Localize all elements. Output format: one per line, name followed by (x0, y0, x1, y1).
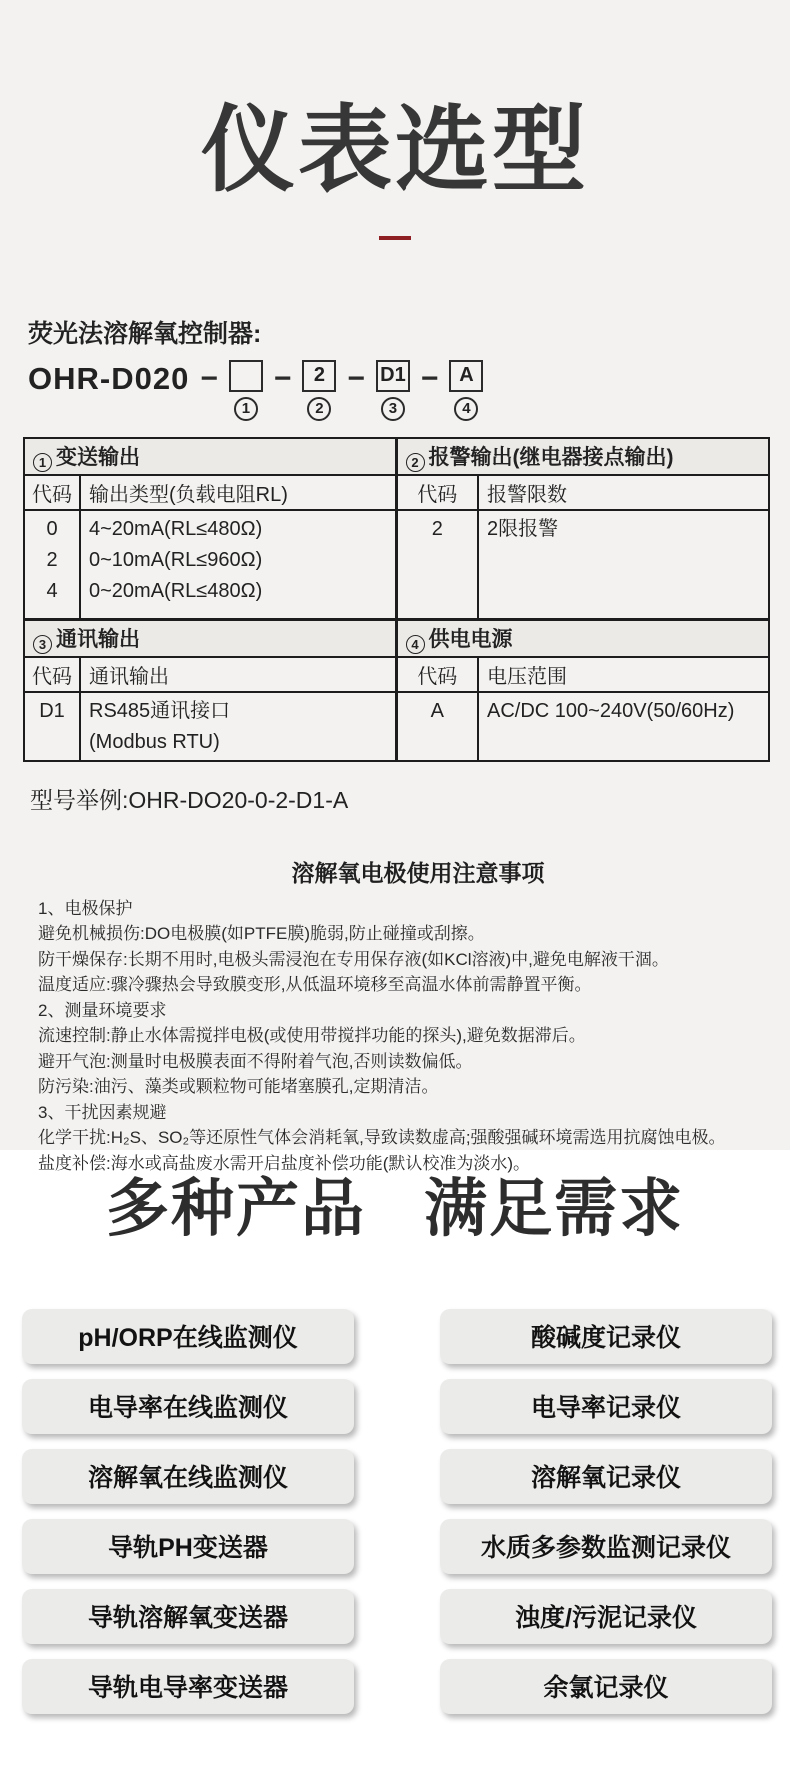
value-cell: AC/DC 100~240V(50/60Hz) (478, 692, 769, 761)
product-subtitle: 荧光法溶解氧控制器: (28, 319, 262, 348)
section-title: 变送输出 (56, 445, 140, 469)
table-section-header-2 (396, 438, 769, 475)
model-dash: − (273, 361, 292, 395)
section-title: 报警输出(继电器接点输出) (428, 445, 674, 469)
product-button-do-monitor[interactable]: 溶解氧在线监测仪 (22, 1449, 354, 1504)
slot-number-badge: 3 (381, 397, 405, 421)
model-slot-box: 2 (302, 360, 336, 392)
product-button-rail-ph-transmitter[interactable]: 导轨PH变送器 (22, 1519, 354, 1574)
code-header-cell: 代码 (396, 657, 478, 692)
note-line: 避开气泡:测量时电极膜表面不得附着气泡,否则读数偏低。 (38, 1051, 473, 1071)
value-cell: 4~20mA(RL≤480Ω) 0~10mA(RL≤960Ω) 0~20mA(RL≤480Ω) (80, 510, 396, 620)
product-button-rail-do-transmitter[interactable]: 导轨溶解氧变送器 (22, 1589, 354, 1644)
model-dash: − (347, 361, 365, 395)
product-button-ph-orp-monitor[interactable]: pH/ORP在线监测仪 (22, 1309, 354, 1364)
model-example: 型号举例:OHR-DO20-0-2-D1-A (30, 786, 349, 813)
products-grid (0, 1309, 790, 1714)
model-slot-4 (449, 360, 483, 421)
code-cell: 2 (396, 510, 478, 620)
note-line: 2、测量环境要求 (38, 1000, 167, 1020)
model-prefix: OHR-D020 (28, 360, 190, 396)
note-line: 避免机械损伤:DO电极膜(如PTFE膜)脆弱,防止碰撞或刮擦。 (38, 924, 485, 944)
value-header-cell: 通讯输出 (80, 657, 396, 692)
value-header-cell: 输出类型(负载电阻RL) (80, 475, 396, 510)
code-header-cell: 代码 (24, 475, 80, 510)
note-line: 防干燥保存:长期不用时,电极头需浸泡在专用保存液(如KCl溶液)中,避免电解液干涸。 (38, 949, 669, 969)
product-button-acidity-recorder[interactable]: 酸碱度记录仪 (440, 1309, 772, 1364)
product-button-multiparam-recorder[interactable]: 水质多参数监测记录仪 (440, 1519, 772, 1574)
model-slot-box: A (449, 360, 483, 392)
model-slot-1 (229, 360, 263, 421)
notes-title: 溶解氧电极使用注意事项 (291, 859, 545, 886)
product-button-do-recorder[interactable]: 溶解氧记录仪 (440, 1449, 772, 1504)
value-cell: 2限报警 (478, 510, 769, 620)
model-dash: − (200, 361, 218, 395)
products-heading-right: 满足需求 (424, 1174, 684, 1244)
selection-table (23, 437, 770, 762)
code-cell: A (396, 692, 478, 761)
code-header-cell: 代码 (24, 657, 80, 692)
table-section-header-3 (24, 619, 396, 657)
model-slot-box: D1 (376, 360, 410, 392)
code-header-cell: 代码 (396, 475, 478, 510)
value-header-cell: 电压范围 (478, 657, 769, 692)
note-line: 温度适应:骤冷骤热会导致膜变形,从低温环境移至高温水体前需静置平衡。 (38, 975, 592, 995)
section-number-icon: 1 (33, 453, 52, 472)
slot-number-badge: 2 (307, 397, 331, 421)
value-cell: RS485通讯接口 (Modbus RTU) (80, 692, 396, 761)
section-title: 供电电源 (428, 627, 513, 651)
product-button-turbidity-recorder[interactable]: 浊度/污泥记录仪 (440, 1589, 772, 1644)
model-slot-box (229, 360, 263, 392)
note-line: 盐度补偿:海水或高盐废水需开启盐度补偿功能(默认校准为淡水)。 (38, 1153, 531, 1173)
slot-number-badge: 1 (234, 397, 258, 421)
value-header-cell: 报警限数 (478, 475, 769, 510)
model-code-line (28, 360, 790, 421)
product-button-conductivity-recorder[interactable]: 电导率记录仪 (440, 1379, 772, 1434)
code-cell: 0 2 4 (24, 510, 80, 620)
products-heading (0, 1174, 790, 1245)
note-line: 化学干扰:H₂S、SO₂等还原性气体会消耗氧,导致读数虚高;强酸强碱环境需选用抗腐蚀电极。 (38, 1128, 726, 1148)
notes-body (38, 896, 770, 1177)
model-slot-2 (302, 360, 336, 421)
note-line: 流速控制:静止水体需搅拌电极(或使用带搅拌功能的探头),避免数据滞后。 (38, 1026, 586, 1046)
note-line: 防污染:油污、藻类或颗粒物可能堵塞膜孔,定期清洁。 (38, 1077, 439, 1097)
accent-underline (379, 236, 411, 240)
note-line: 3、干扰因素规避 (38, 1102, 167, 1122)
section-number-icon: 2 (406, 453, 425, 472)
product-button-rail-conductivity-transmitter[interactable]: 导轨电导率变送器 (22, 1659, 354, 1714)
model-dash: − (420, 361, 439, 395)
page-title: 仪表选型 (200, 97, 589, 202)
note-line: 1、电极保护 (38, 898, 133, 918)
slot-number-badge: 4 (454, 397, 478, 421)
section-number-icon: 3 (33, 635, 52, 654)
code-cell: D1 (24, 692, 80, 761)
table-section-header-4 (396, 619, 769, 657)
product-button-chlorine-recorder[interactable]: 余氯记录仪 (440, 1659, 772, 1714)
product-button-conductivity-monitor[interactable]: 电导率在线监测仪 (22, 1379, 354, 1434)
products-section (0, 1150, 790, 1771)
table-section-header-1 (24, 438, 396, 475)
products-heading-left: 多种产品 (106, 1174, 366, 1244)
section-title: 通讯输出 (56, 627, 140, 651)
section-number-icon: 4 (406, 635, 425, 654)
model-slot-3 (376, 360, 410, 421)
